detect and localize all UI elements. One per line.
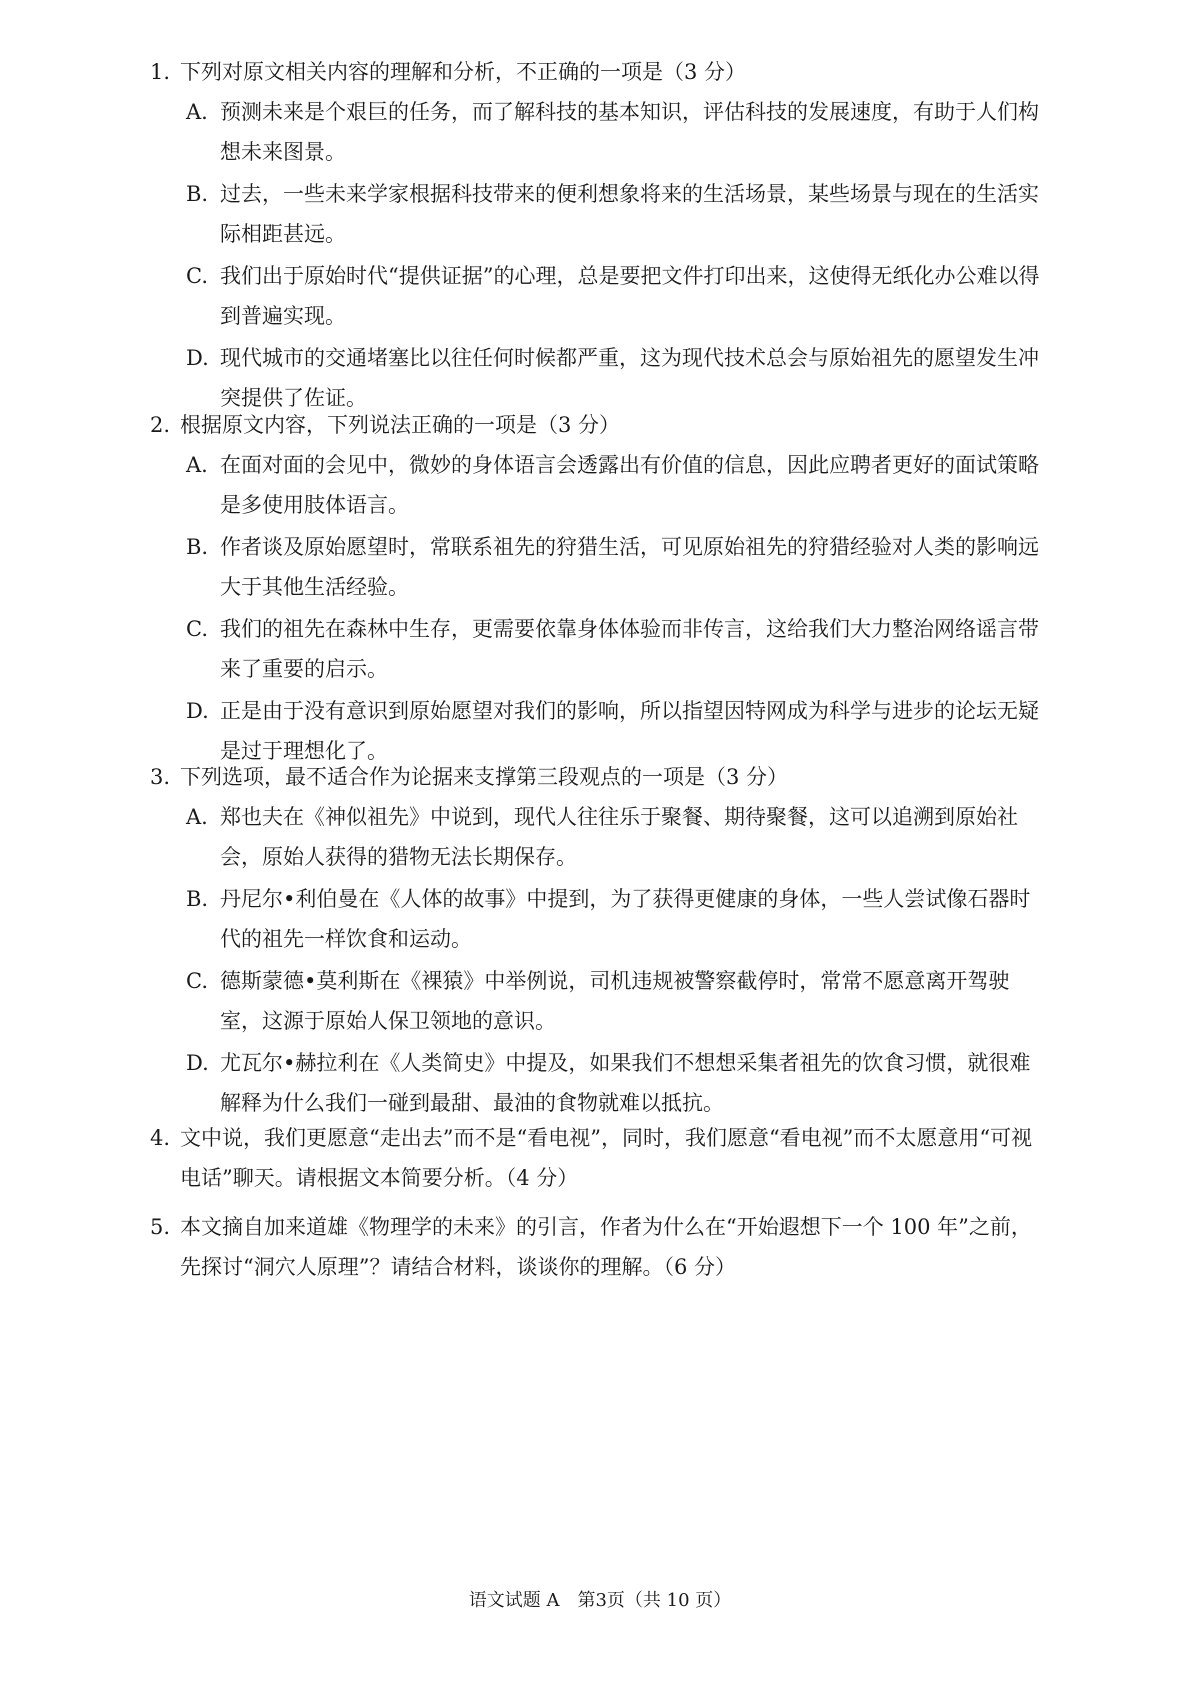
question-5 [150, 1207, 1050, 1287]
option-c [150, 256, 1050, 336]
option-label: A. [186, 100, 208, 124]
option-label: B. [186, 887, 209, 911]
option-text: 丹尼尔•利伯曼在《人体的故事》中提到，为了获得更健康的身体，一些人尝试像石器时代的祖先一样饮食和运动。 [220, 887, 1031, 951]
question-stem [150, 757, 1050, 797]
question-number: 3. [150, 765, 171, 789]
option-text: 尤瓦尔•赫拉利在《人类简史》中提及，如果我们不想想采集者祖先的饮食习惯，就很难解释为什么我们一碰到最甜、最油的食物就难以抵抗。 [220, 1051, 1031, 1115]
question-number: 1. [150, 60, 171, 84]
option-c [150, 609, 1050, 689]
option-a [150, 797, 1050, 877]
option-text: 在面对面的会见中，微妙的身体语言会透露出有价值的信息，因此应聘者更好的面试策略是多使用肢体语言。 [220, 453, 1039, 517]
option-label: D. [186, 699, 209, 723]
option-a [150, 92, 1050, 172]
option-label: B. [186, 182, 209, 206]
option-label: C. [186, 617, 208, 641]
option-b [150, 527, 1050, 607]
question-text: 下列选项，最不适合作为论据来支撑第三段观点的一项是（3 分） [180, 765, 789, 789]
option-c [150, 961, 1050, 1041]
question-number: 5. [150, 1215, 171, 1239]
option-label: B. [186, 535, 209, 559]
question-text: 下列对原文相关内容的理解和分析，不正确的一项是（3 分） [180, 60, 747, 84]
option-d [150, 1043, 1050, 1123]
option-text: 正是由于没有意识到原始愿望对我们的影响，所以指望因特网成为科学与进步的论坛无疑是过于理想化了。 [220, 699, 1039, 763]
option-label: D. [186, 346, 209, 370]
question-text: 根据原文内容，下列说法正确的一项是（3 分） [180, 413, 621, 437]
option-text: 现代城市的交通堵塞比以往任何时候都严重，这为现代技术总会与原始祖先的愿望发生冲突提供了佐证。 [220, 346, 1039, 410]
question-stem [150, 52, 1050, 92]
question-number: 4. [150, 1126, 171, 1150]
option-text: 我们的祖先在森林中生存，更需要依靠身体体验而非传言，这给我们大力整治网络谣言带来了重要的启示。 [220, 617, 1039, 681]
option-label: D. [186, 1051, 209, 1075]
question-number: 2. [150, 413, 171, 437]
question-1 [150, 52, 1050, 418]
question-stem [150, 1207, 1050, 1287]
option-label: C. [186, 264, 208, 288]
option-label: A. [186, 805, 208, 829]
question-text: 文中说，我们更愿意“走出去”而不是“看电视”，同时，我们愿意“看电视”而不太愿意用“可视电话”聊天。请根据文本简要分析。（4 分） [180, 1126, 1033, 1190]
option-a [150, 445, 1050, 525]
question-2 [150, 405, 1050, 771]
option-text: 过去，一些未来学家根据科技带来的便利想象将来的生活场景，某些场景与现在的生活实际相距甚远。 [220, 182, 1039, 246]
option-text: 作者谈及原始愿望时，常联系祖先的狩猎生活，可见原始祖先的狩猎经验对人类的影响远大于其他生活经验。 [220, 535, 1039, 599]
option-label: A. [186, 453, 208, 477]
option-b [150, 174, 1050, 254]
option-text: 郑也夫在《神似祖先》中说到，现代人往往乐于聚餐、期待聚餐，这可以追溯到原始社会，原始人获得的猎物无法长期保存。 [220, 805, 1018, 869]
question-text: 本文摘自加来道雄《物理学的未来》的引言，作者为什么在“开始遐想下一个 100 年”之前，先探讨“洞穴人原理”？请结合材料，谈谈你的理解。（6 分） [180, 1215, 1032, 1279]
option-text: 我们出于原始时代“提供证据”的心理，总是要把文件打印出来，这使得无纸化办公难以得到普遍实现。 [220, 264, 1040, 328]
question-stem [150, 1118, 1050, 1198]
option-b [150, 879, 1050, 959]
option-text: 预测未来是个艰巨的任务，而了解科技的基本知识，评估科技的发展速度，有助于人们构想未来图景。 [220, 100, 1039, 164]
question-3 [150, 757, 1050, 1123]
page-footer: 语文试题 A 第3页（共 10 页） [468, 1590, 732, 1611]
option-label: C. [186, 969, 208, 993]
question-stem [150, 405, 1050, 445]
option-text: 德斯蒙德•莫利斯在《裸猿》中举例说，司机违规被警察截停时，常常不愿意离开驾驶室，这源于原始人保卫领地的意识。 [220, 969, 1010, 1033]
question-4 [150, 1118, 1050, 1198]
